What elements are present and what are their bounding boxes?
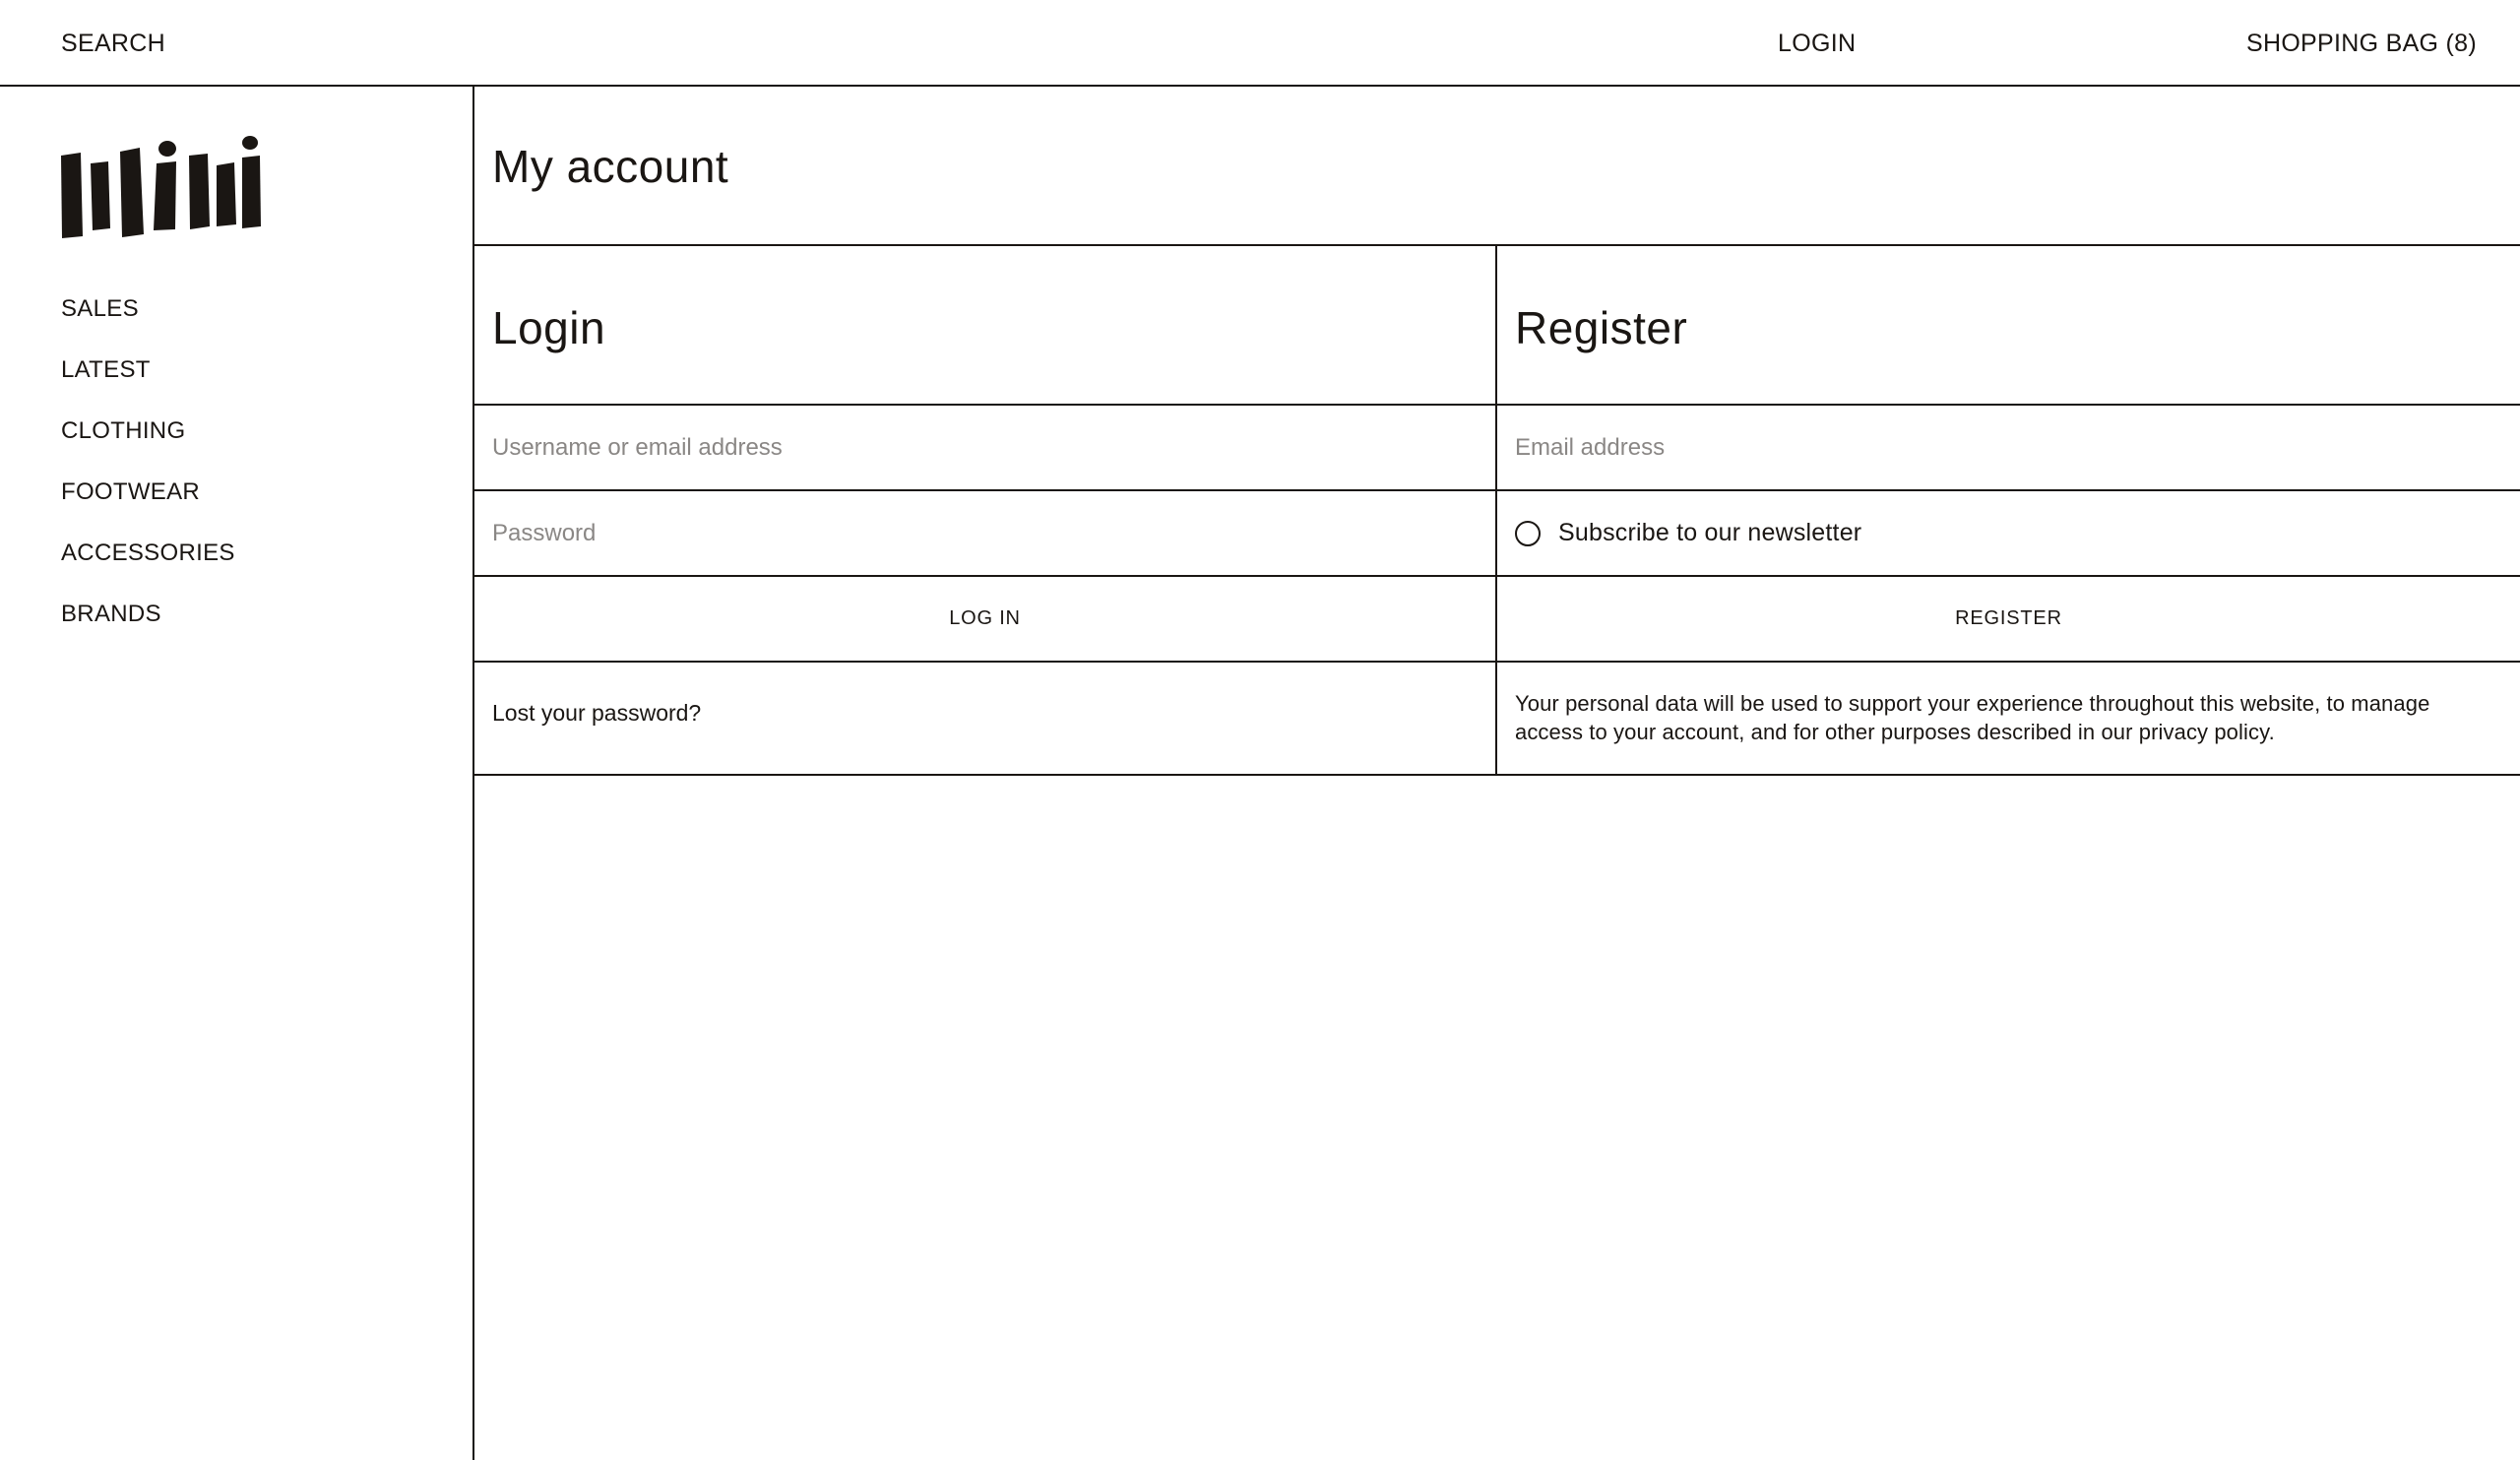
password-row bbox=[474, 491, 1495, 577]
newsletter-label: Subscribe to our newsletter bbox=[1558, 519, 1862, 546]
search-link[interactable]: SEARCH bbox=[61, 30, 165, 57]
username-row bbox=[474, 406, 1495, 491]
category-menu bbox=[61, 295, 235, 662]
menu-item-footwear[interactable]: FOOTWEAR bbox=[61, 478, 201, 505]
email-row bbox=[1497, 406, 2520, 491]
login-section bbox=[474, 246, 1497, 776]
menu-item-latest[interactable]: LATEST bbox=[61, 356, 151, 383]
register-heading: Register bbox=[1515, 302, 1688, 353]
newsletter-row bbox=[1497, 491, 2520, 577]
page-title: My account bbox=[492, 141, 729, 192]
menu-item-sales[interactable]: SALES bbox=[61, 295, 139, 322]
login-footer-row bbox=[474, 663, 1495, 776]
register-button-row bbox=[1497, 577, 2520, 663]
shopping-bag-link[interactable]: SHOPPING BAG (8) bbox=[2245, 30, 2477, 57]
username-input[interactable] bbox=[474, 406, 1495, 489]
login-button-row bbox=[474, 577, 1495, 663]
register-heading-row bbox=[1497, 246, 2520, 406]
log-in-button[interactable]: LOG IN bbox=[474, 577, 1495, 661]
main-content bbox=[474, 87, 2520, 1460]
register-section bbox=[1497, 246, 2520, 776]
password-input[interactable] bbox=[474, 491, 1495, 575]
brand-logo[interactable] bbox=[61, 136, 262, 240]
newsletter-option[interactable] bbox=[1515, 519, 1861, 547]
sidebar bbox=[0, 87, 474, 1460]
newsletter-checkbox[interactable] bbox=[1515, 521, 1541, 546]
top-bar bbox=[0, 0, 2520, 87]
page-title-row bbox=[474, 87, 2520, 246]
privacy-notice: Your personal data will be used to support your experience throughout this website, to manage access to your account, and for other purposes described in our privacy policy. bbox=[1515, 691, 2430, 744]
register-email-input[interactable] bbox=[1497, 406, 2520, 489]
menu-item-brands[interactable]: BRANDS bbox=[61, 601, 161, 627]
register-button[interactable]: REGISTER bbox=[1497, 577, 2520, 661]
menu-item-clothing[interactable]: CLOTHING bbox=[61, 417, 186, 444]
lost-password-link[interactable]: Lost your password? bbox=[492, 700, 702, 726]
login-heading: Login bbox=[492, 302, 606, 353]
login-link[interactable]: LOGIN bbox=[1778, 30, 1857, 57]
privacy-row bbox=[1497, 663, 2520, 776]
menu-item-accessories[interactable]: ACCESSORIES bbox=[61, 540, 235, 566]
login-heading-row bbox=[474, 246, 1495, 406]
